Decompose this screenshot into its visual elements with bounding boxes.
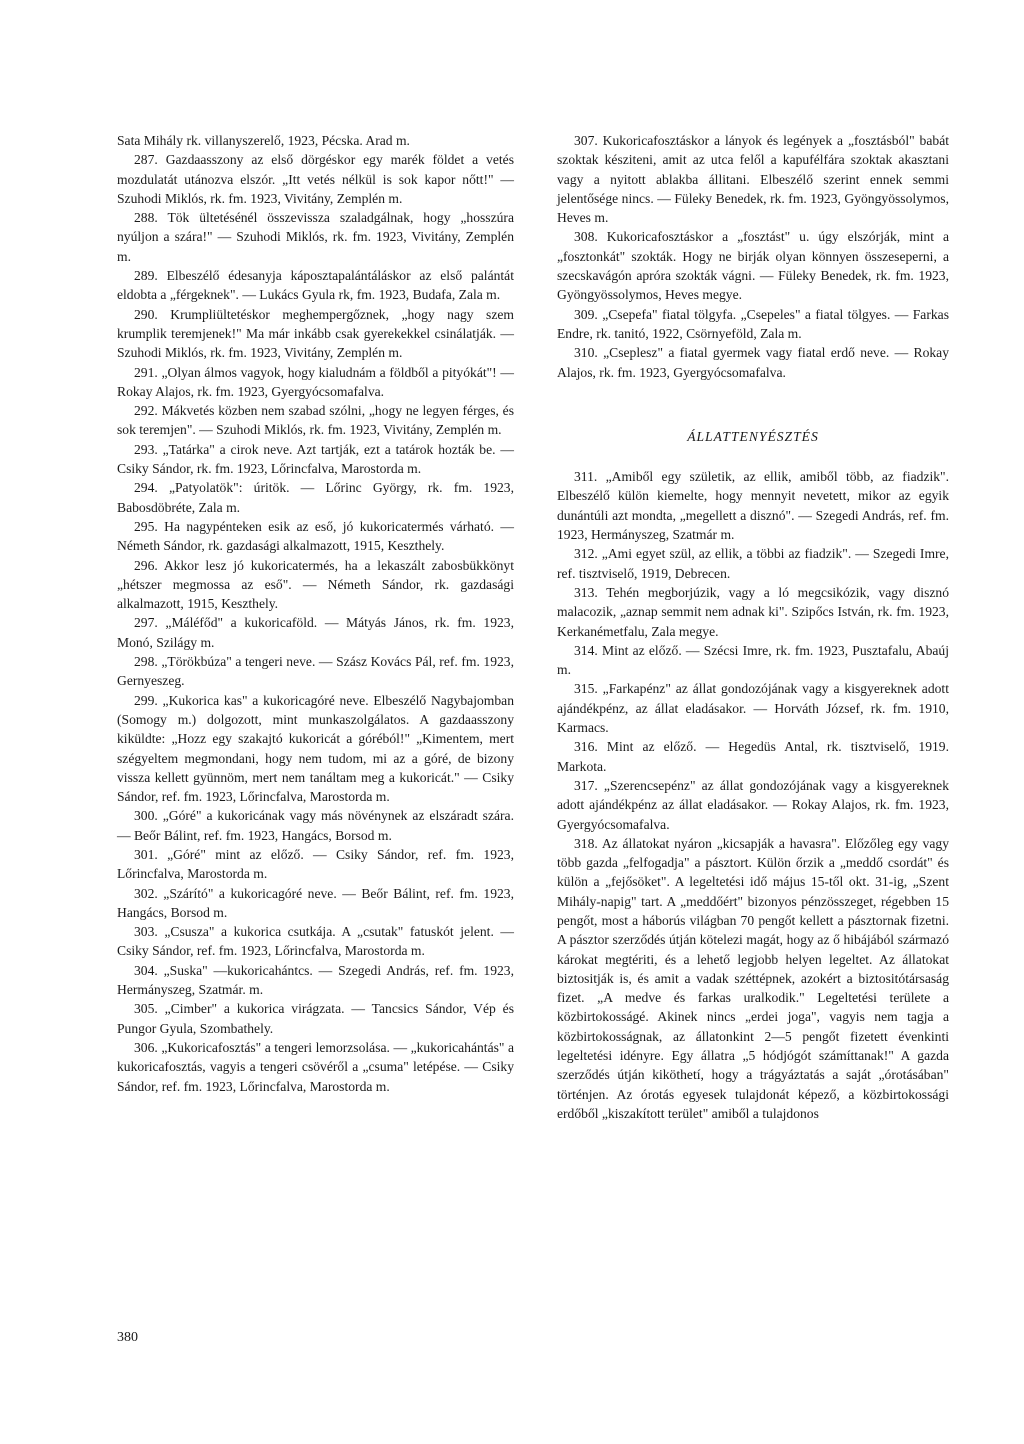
paragraph: 297. „Máléfőd" a kukoricaföld. — Mátyás János, rk. fm. 1923, Monó, Szilágy m.	[117, 615, 514, 650]
paragraph: 315. „Farkapénz" az állat gondozójának vagy a kisgyereknek adott ajándékpénz, az állat eladásakor. — Horváth József, rk. fm. 1910, Karmacs.	[557, 681, 949, 736]
paragraph: 301. „Góré" mint az előző. — Csiky Sándor, ref. fm. 1923, Lőrincfalva, Marostorda m.	[117, 846, 514, 882]
paragraph: 294. „Patyolatök": úritök. — Lőrinc György, rk. fm. 1923, Babosdöbréte, Zala m.	[117, 480, 514, 515]
paragraph: 290. Krumpliültetéskor meghempergőznek, „hogy nagy szem krumplik teremjenek!" Ma már inkább csak gyerekekkel csinálatják. — Szuhodi Miklós, rk. fm. 1923, Vivitány, Zemplén m.	[117, 306, 514, 361]
paragraph: 309. „Csepefa" fiatal tölgyfa. „Csepeles" a fiatal tölgyes. — Farkas Endre, rk. tanitó, 1922, Csörnyeföld, Zala m.	[557, 306, 949, 341]
paragraph: 313. Tehén megborjúzik, vagy a ló megcsikózik, vagy disznó malacozik, „aznap semmit nem adnak ki". Szipőcs István, rk. fm. 1923, Kerkanémetfalu, Zala megye.	[557, 584, 949, 639]
paragraph: 300. „Góré" a kukoricának vagy más növénynek az elszáradt szára. — Beőr Bálint, ref. fm. 1923, Hangács, Borsod m.	[117, 808, 514, 843]
paragraph: 304. „Suska" —kukoricahántcs. — Szegedi András, ref. fm. 1923, Hermányszeg, Szatmár. m.	[117, 962, 514, 998]
paragraph: 298. „Törökbúza" a tengeri neve. — Szász Kovács Pál, ref. fm. 1923, Gernyeszeg.	[117, 654, 514, 689]
left-column	[117, 131, 514, 1096]
paragraph: 310. „Cseplesz" a fiatal gyermek vagy fiatal erdő neve. — Rokay Alajos, rk. fm. 1923, Gyergyócsomafalva.	[557, 345, 949, 380]
paragraph: 293. „Tatárka" a cirok neve. Azt tartják, ezt a tatárok hozták be. — Csiky Sándor, rk. fm. 1923, Lőrincfalva, Marostorda m.	[117, 441, 514, 477]
paragraph: 312. „Ami egyet szül, az ellik, a többi az fiadzik". — Szegedi Imre, ref. tisztviselő, 1919, Debrecen.	[557, 546, 949, 581]
paragraph: 303. „Csusza" a kukorica csutkája. A „csutak" fatuskót jelent. — Csiky Sándor, ref. fm. 1923, Lőrincfalva, Marostorda m.	[117, 924, 514, 959]
paragraph: 314. Mint az előző. — Szécsi Imre, rk. fm. 1923, Pusztafalu, Abaúj m.	[557, 642, 949, 678]
paragraph: Sata Mihály rk. villanyszerelő, 1923, Pécska. Arad m.	[117, 133, 410, 148]
paragraph: 318. Az állatokat nyáron „kicsapják a havasra". Előzőleg egy vagy több gazda „felfogadja" a pásztort. Külön őrzik a „meddő csordát" és külön a „fejősöket". A legeltetési idő május 15-től okt. 31-ig, „Szent Mihály-napig" tart. A „meddőért" bizonyos pénzösszeget, régebben 15 pengőt, most a háborús világban 70 pengőt kellett a pásztornak fizetni. A pásztor szerződés útján kötelezi magát, hogy az ő hibájából származó károkat megtériti, és a lehető legjobb helyen legeltet. Az állatokat biztositják is, és amit a vadak széttépnek, azokért a biztositótársaság fizet. „A medve és farkas uralkodik." Legeltetési területe a közbirtokosságé. Akinek nincs „erdei joga", vagyis nem tagja a közbirtokosságnak, az állatonkint 2—5 pengőt fizetett évenkinti legeltetési idényre. Egy állatra „5 hódjógót számíttanak!" A gazda szerződés útján kiköthetí, hogy a trágyáztatás a saját „órotásában" történjen. Az órotás egyesek tulajdonát képező, a közbirtokossági erdőből „kiszakított terület" amiből a tulajdonos	[557, 835, 949, 1121]
section-heading: ÁLLATTENYÉSZTÉS	[687, 428, 819, 444]
paragraph: 316. Mint az előző. — Hegedüs Antal, rk. tisztviselő, 1919. Markota.	[557, 739, 949, 774]
paragraph: 288. Tök ültetésénél összevissza szaladgálnak, hogy „hosszúra nyúljon a szára!" — Szuhodi Miklós, rk. fm. 1923, Vivitány, Zemplén m.	[117, 210, 514, 264]
paragraph: 296. Akkor lesz jó kukoricatermés, ha a lekaszált zabosbükkönyt „hétszer megmossa az eső". — Németh Sándor, rk. gazdasági alkalmazott, 1915, Keszthely.	[117, 557, 514, 612]
paragraph: 307. Kukoricafosztáskor a lányok és legények a „fosztásból" babát szoktak késziteni, amit az utca felől a kapufélfára szoktak akasztani vagy a nyitott ablakba állitani. Elbeszélő szerint ennek semmi jelentősége nincs. — Füleky Benedek, rk. fm. 1923, Gyöngyössolymos, Heves m.	[557, 133, 949, 226]
paragraph: 287. Gazdaasszony az első dörgéskor egy marék földet a vetés mozdulatát utánozva elszór. „Itt vetés nélkül is sok kapor nőtt!" — Szuhodi Miklós, rk. fm. 1923, Vivitány, Zemplén m.	[117, 152, 514, 206]
paragraph: 291. „Olyan álmos vagyok, hogy kialudnám a földből a pityókát"! — Rokay Alajos, rk. fm. 1923, Gyergyócsomafalva.	[117, 364, 514, 399]
paragraph: 311. „Amiből egy születik, az ellik, amiből több, az fiadzik". Elbeszélő külön kiemelte, hogy mennyit nevetett, mikor az egyik dunántúli azt mondta, „megellett a disznó". — Szegedi András, ref. fm. 1923, Hermányszeg, Szatmár m.	[557, 469, 949, 543]
paragraph: 302. „Szárító" a kukoricagóré neve. — Beőr Bálint, ref. fm. 1923, Hangács, Borsod m.	[117, 885, 514, 920]
paragraph: 317. „Szerencsepénz" az állat gondozójának vagy a kisgyereknek adott ajándékpénz az állat eladásakor. — Rokay Alajos, rk. fm. 1923, Gyergyócsomafalva.	[557, 777, 949, 832]
paragraph: 295. Ha nagypénteken esik az eső, jó kukoricatermés várható. — Németh Sándor, rk. gazdasági alkalmazott, 1915, Keszthely.	[117, 518, 514, 554]
page-number: 380	[117, 1330, 138, 1345]
paragraph: 292. Mákvetés közben nem szabad szólni, „hogy ne legyen férges, és sok teremjen". — Szuhodi Miklós, rk. fm. 1923, Vivitány, Zemplén m.	[117, 403, 514, 438]
paragraph: 308. Kukoricafosztáskor a „fosztást" u. úgy elszórják, mint a „fosztonkát" szokták. Hogy ne birják olyan könnyen összeseperni, a szecskavágón apróra szokták vágni. — Füleky Benedek, rk. fm. 1923, Gyöngyössolymos, Heves megye.	[557, 229, 949, 303]
paragraph: 299. „Kukorica kas" a kukoricagóré neve. Elbeszélő Nagybajomban (Somogy m.) dolgozott, mint munkaszolgálatos. A gazdaasszony kiküldte: „Hozz egy szakajtó kukoricát a góréból!" „Kimentem, mert szégyeltem megmondani, hogy nem tudom, mi az a góré, de bizony vissza kellett gyünnöm, mert nem tanáltam meg a kukoricát." — Csiky Sándor, ref. fm. 1923, Lőrincfalva, Marostorda m.	[117, 692, 514, 805]
paragraph: 289. Elbeszélő édesanyja káposztapalántáláskor az első palántát eldobta a „férgeknek". — Lukács Gyula rk, fm. 1923, Budafa, Zala m.	[117, 268, 514, 303]
paragraph: 305. „Cimber" a kukorica virágzata. — Tancsics Sándor, Vép és Pungor Gyula, Szombathely.	[117, 1001, 514, 1036]
paragraph: 306. „Kukoricafosztás" a tengeri lemorzsolása. — „kukoricahántás" a kukoricafosztás, vagyis a tengeri csövéről a „csuma" letépése. — Csiky Sándor, ref. fm. 1923, Lőrincfalva, Marostorda m.	[117, 1039, 514, 1094]
right-column	[557, 131, 949, 1123]
